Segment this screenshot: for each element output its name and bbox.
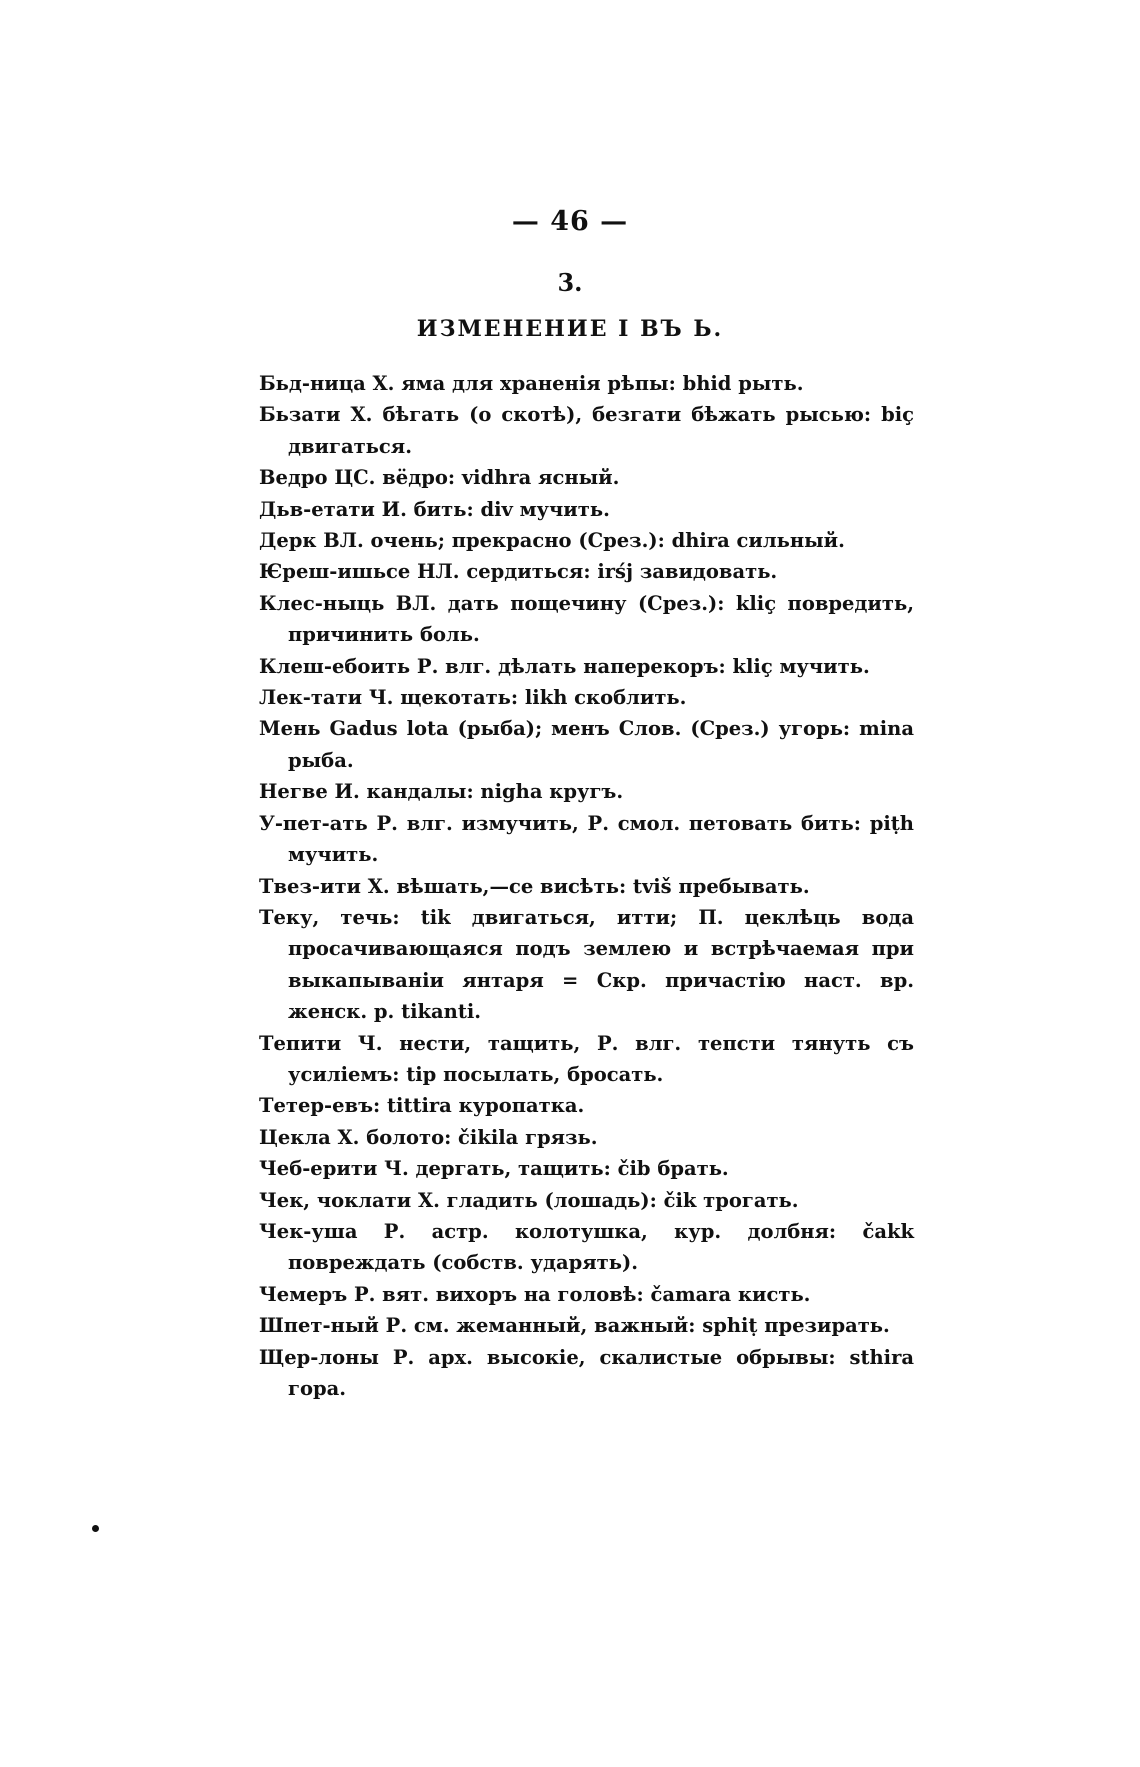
dictionary-entry: Дьв-етати И. бить: div мучить. [259,497,610,521]
dictionary-entry: Чек-уша Р. астр. колотушка, кур. долбня: čakk повреждать (собств. ударять). [259,1219,914,1275]
dictionary-entry: У-пет-ать Р. влг. измучить, Р. смол. петовать бить: piṭh мучить. [259,811,914,867]
margin-dot [92,1525,99,1532]
dictionary-entry: Ѥреш-ишьсе НЛ. сердиться: irśj завидовать. [259,560,778,584]
dictionary-entries [259,368,914,1404]
dictionary-entry: Бьд-ница Х. яма для храненія рѣпы: bhid рыть. [259,372,804,395]
dictionary-entry: Шпет-ный Р. см. жеманный, важный: sphiṭ презирать. [259,1314,890,1338]
dictionary-entry: Тетер-евъ: tittira куропатка. [259,1094,585,1118]
dictionary-entry: Щер-лоны Р. арх. высокіе, скалистые обрывы: sthira гора. [259,1345,914,1400]
dictionary-entry: Теку, течь: tik двигаться, итти; П. цеклѣць вода просачивающаяся подъ землею и встрѣчаемая при выкапываніи янтаря = Скр. причастію наст. вр. женск. р. tikanti. [259,905,914,1024]
dictionary-entry: Ведро ЦС. вёдро: vidhra ясный. [259,466,620,490]
dictionary-entry: Клеш-ебоить Р. влг. дѣлать наперекоръ: kliç мучить. [259,654,870,678]
dictionary-entry: Дерк ВЛ. очень; прекрасно (Срез.): dhira сильный. [259,529,845,553]
dictionary-entry: Негве И. кандалы: nigha кругъ. [259,780,624,804]
dictionary-entry: Мень Gadus lota (рыба); менъ Слов. (Срез.) угорь: mina рыба. [259,717,914,772]
dictionary-entry: Чек, чоклати Х. гладить (лошадь): čik трогать. [259,1188,799,1212]
dictionary-entry: Клес-ныць ВЛ. дать пощечину (Срез.): kliç повредить, причинить боль. [259,591,914,647]
dictionary-entry: Твез-ити Х. вѣшать,—се висѣть: tviš пребывать. [259,874,810,898]
dictionary-entry: Бьзати Х. бѣгать (о скотѣ), безгати бѣжать рысью: biç двигаться. [259,403,914,458]
page-number: — 46 — [511,206,629,237]
section-number: 3. [557,268,583,297]
dictionary-entry: Цекла Х. болото: čikila грязь. [259,1125,598,1149]
dictionary-entry: Чемеръ Р. вят. вихоръ на головѣ: čamara кисть. [259,1282,811,1306]
section-title: ИЗМЕНЕНИЕ I ВЪ Ь. [416,316,724,342]
dictionary-entry: Чеб-ерити Ч. дергать, тащить: čib брать. [259,1157,729,1181]
dictionary-entry: Лек-тати Ч. щекотать: likh скоблить. [259,686,687,710]
dictionary-entry: Тепити Ч. нести, тащить, Р. влг. тепсти тянуть съ усиліемъ: tip посылать, бросать. [259,1031,914,1086]
